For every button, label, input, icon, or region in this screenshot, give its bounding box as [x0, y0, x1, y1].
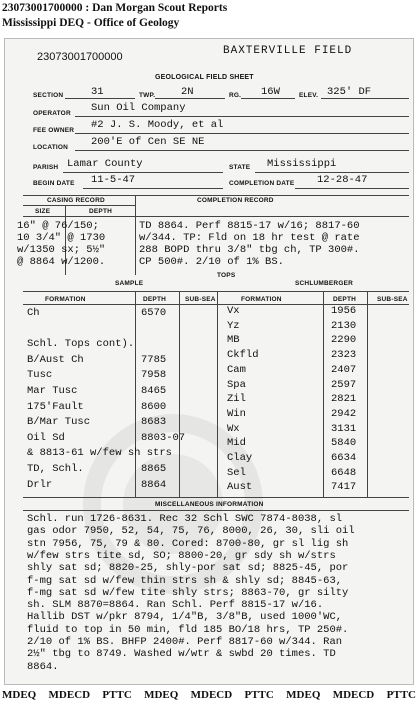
- operator-label: OPERATOR: [33, 110, 71, 117]
- footer-agency-label: PTTC: [102, 689, 132, 701]
- tops-depth: 8803-07: [141, 431, 186, 444]
- tops-depth: 8864: [141, 478, 167, 491]
- completion-line: w/344. TP: Fld on 18 hr test @ rate: [139, 232, 360, 244]
- footer-agency-label: PTTC: [244, 689, 274, 701]
- section-value: 31: [91, 86, 104, 98]
- casing-depth-label: DEPTH: [89, 208, 113, 215]
- schl-formation-header: FORMATION: [241, 296, 282, 303]
- tops-formation: Zil: [227, 393, 246, 406]
- tops-depth: 2942: [331, 407, 357, 420]
- tops-formation: Wx: [227, 422, 240, 435]
- sample-label: SAMPLE: [115, 280, 144, 287]
- tops-depth: 6648: [331, 466, 357, 479]
- location-value: 200'E of Cen SE NE: [91, 136, 205, 148]
- tops-formation: B/Mar Tusc: [27, 416, 91, 429]
- misc-line: sh. SLM 8870=8864. Ran Schl. Perf 8815-17 w/16.: [27, 599, 324, 612]
- misc-line: gas odor 7950, 52, 54, 75, 76, 8000, 26, 30, sli oil: [27, 525, 355, 538]
- twp-label: TWP.: [139, 92, 156, 99]
- tops-formation: B/Aust Ch: [27, 353, 84, 366]
- tops-formation: Drlr: [27, 478, 53, 491]
- parish-label: PARISH: [33, 164, 59, 171]
- tops-depth: 7417: [331, 481, 357, 494]
- tops-depth: 1956: [331, 305, 357, 317]
- tops-formation: Mid: [227, 437, 246, 450]
- casing-record-label: CASING RECORD: [47, 197, 105, 204]
- location-label: LOCATION: [33, 144, 69, 151]
- tops-formation: Ckfld: [227, 349, 259, 362]
- tops-depth: 2821: [331, 393, 357, 406]
- tops-depth: 7785: [141, 353, 167, 366]
- tops-label: TOPS: [217, 272, 236, 279]
- footer-agency-label: MDEQ: [144, 689, 179, 701]
- field-name: BAXTERVILLE FIELD: [223, 45, 353, 57]
- misc-line: w/few strs tite sd, SO; 8800-20, gr sdy sh w/strs: [27, 549, 336, 562]
- tops-formation: Ch: [27, 307, 40, 319]
- tops-depth: 2407: [331, 363, 357, 376]
- schl-subsea-header: SUB-SEA: [377, 296, 408, 303]
- elev-label: ELEV.: [299, 92, 319, 99]
- tops-formation: Aust: [227, 481, 253, 494]
- tops-depth: 7958: [141, 369, 167, 382]
- begin-date-value: 11-5-47: [91, 174, 136, 186]
- sample-depth-header: DEPTH: [143, 296, 167, 303]
- misc-line: 2½" tbg to 8749. Washed w/wtr & swbd 20 times. TD: [27, 648, 336, 661]
- misc-line: stn 7956, 75, 79 & 80. Cored: 8700-80, gr sl lig sh: [27, 537, 349, 550]
- misc-line: 8864.: [27, 660, 59, 673]
- section-label: SECTION: [33, 92, 64, 99]
- footer-agency-label: MDEQ: [2, 689, 37, 701]
- tops-formation: 175'Fault: [27, 400, 84, 413]
- misc-line: shly sat sd; 8820-25, shly-por sat sd; 8825-45, por: [27, 562, 349, 575]
- tops-depth: 5840: [331, 437, 357, 450]
- tops-formation: Spa: [227, 378, 246, 391]
- completion-line: TD 8864. Perf 8815-17 w/16; 8817-60: [139, 220, 360, 232]
- footer-agency-label: MDEQ: [286, 689, 321, 701]
- tops-depth: 2323: [331, 349, 357, 362]
- tops-depth: 2290: [331, 334, 357, 347]
- begin-date-label: BEGIN DATE: [33, 180, 75, 187]
- completion-date-label: COMPLETION DATE: [229, 180, 295, 187]
- tops-formation: Schl. Tops cont).: [27, 338, 135, 351]
- completion-record-label: COMPLETION RECORD: [197, 197, 274, 204]
- completion-line: CP 500#. 2/10 of 1% BS.: [139, 256, 284, 268]
- completion-date-value: 12-28-47: [317, 174, 368, 186]
- rg-label: RG.: [229, 92, 242, 99]
- api-number: 23073001700000: [37, 51, 123, 63]
- tops-depth: 8683: [141, 416, 167, 429]
- tops-formation: Vx: [227, 305, 240, 317]
- tops-formation: Mar Tusc: [27, 385, 78, 397]
- tops-formation: Win: [227, 407, 246, 420]
- misc-line: f-mg sat sd w/few tite shly strs; 8863-70, gr silty: [27, 586, 349, 599]
- sample-formation-header: FORMATION: [45, 296, 86, 303]
- misc-line: f-mg sat sd w/few thin strs sh & shly sd; 8845-63,: [27, 574, 343, 587]
- elev-value: 325' DF: [327, 86, 372, 98]
- footer-agency-label: MDECD: [332, 689, 375, 701]
- operator-value: Sun Oil Company: [91, 102, 186, 114]
- fee-owner-label: FEE OWNER: [33, 127, 75, 134]
- footer-agency-label: MDECD: [48, 689, 91, 701]
- tops-depth: 3131: [331, 422, 357, 435]
- footer-agency-label: MDECD: [190, 689, 233, 701]
- tops-formation: MB: [227, 334, 240, 347]
- tops-depth: 6634: [331, 452, 357, 464]
- sample-subsea-header: SUB-SEA: [185, 296, 216, 303]
- tops-formation: Sel: [227, 466, 246, 479]
- tops-formation: Yz: [227, 319, 240, 332]
- tops-depth: 2597: [331, 378, 357, 391]
- rg-value: 16W: [261, 86, 280, 98]
- tops-formation: TD, Schl.: [27, 463, 84, 475]
- tops-depth: 2130: [331, 319, 357, 332]
- schl-depth-header: DEPTH: [333, 296, 357, 303]
- casing-line: w/1350 sx; 5½": [17, 244, 106, 256]
- report-title: 23073001700000 : Dan Morgan Scout Reports: [2, 2, 228, 14]
- tops-formation: Tusc: [27, 369, 53, 382]
- misc-line: Hallib DST w/pkr 8794, 1/4"B, 3/8"B, used 1000'WC,: [27, 611, 343, 624]
- tops-depth: 6570: [141, 307, 167, 319]
- report-subtitle: Mississippi DEQ - Office of Geology: [2, 17, 180, 29]
- fee-owner-value: #2 J. S. Moody, et al: [91, 119, 224, 131]
- misc-line: Schl. run 1726-8631. Rec 32 Schl SWC 7874-8038, sl: [27, 513, 343, 525]
- parish-value: Lamar County: [67, 158, 143, 170]
- state-value: Mississippi: [267, 158, 337, 170]
- twp-value: 2N: [181, 86, 194, 98]
- tops-formation: Oil Sd: [27, 431, 65, 444]
- misc-label: MISCELLANEOUS INFORMATION: [155, 501, 264, 508]
- casing-size-label: SIZE: [35, 208, 51, 215]
- schlumberger-label: SCHLUMBERGER: [295, 280, 354, 287]
- tops-formation: Clay: [227, 452, 253, 464]
- tops-depth: 8465: [141, 385, 167, 397]
- field-sheet: [4, 38, 414, 685]
- casing-line: 16" @ 76/150;: [17, 220, 99, 232]
- state-label: STATE: [229, 164, 251, 171]
- tops-formation: Cam: [227, 363, 246, 376]
- casing-line: @ 8864 w/1200.: [17, 256, 106, 268]
- footer-agencies: [2, 689, 416, 701]
- tops-depth: 8865: [141, 463, 167, 475]
- footer-agency-label: PTTC: [386, 689, 416, 701]
- form-title: GEOLOGICAL FIELD SHEET: [155, 74, 254, 81]
- casing-line: 10 3/4" @ 1730: [17, 232, 106, 244]
- tops-depth: 8600: [141, 400, 167, 413]
- completion-line: 288 BOPD thru 3/8" tbg ch, TP 300#.: [139, 244, 360, 256]
- tops-formation: & 8813-61 w/few sh strs: [27, 447, 172, 460]
- misc-line: 2/10 of 1% BS. BHFP 2400#. Perf 8817-60 w/344. Ran: [27, 636, 343, 648]
- misc-line: fluid to top in 50 min, fld 185 BO/18 hrs, TP 250#.: [27, 623, 349, 636]
